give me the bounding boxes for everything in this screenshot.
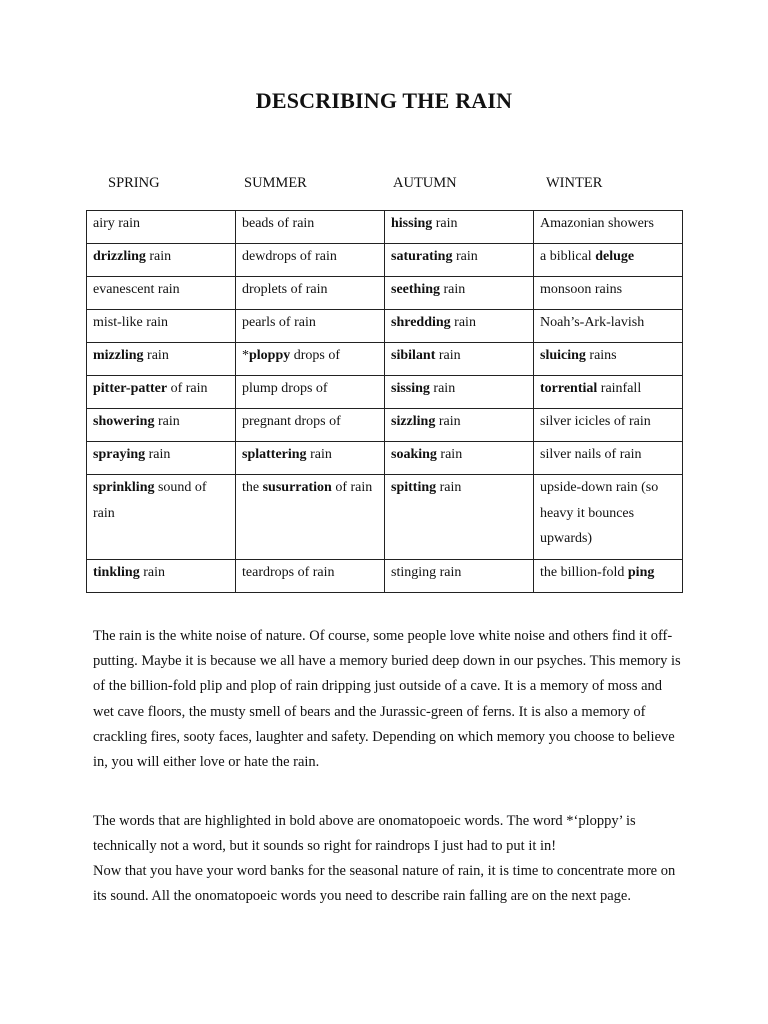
table-cell bbox=[236, 560, 385, 593]
cell-text: * bbox=[242, 348, 249, 363]
cell-text: rain bbox=[139, 565, 165, 580]
cell-text: a biblical bbox=[540, 249, 596, 264]
table-cell bbox=[236, 442, 385, 475]
cell-text: of rain bbox=[331, 480, 373, 495]
table-cell bbox=[236, 343, 385, 376]
table-cell bbox=[534, 560, 683, 593]
table-cell bbox=[385, 409, 534, 442]
cell-text: teardrops of rain bbox=[242, 565, 335, 580]
cell-text: rain bbox=[452, 249, 478, 264]
cell-text: rain bbox=[143, 348, 169, 363]
table-cell bbox=[87, 211, 236, 244]
cell-text: drops of bbox=[290, 348, 341, 363]
cell-text: rainfall bbox=[597, 381, 642, 396]
cell-text: rain bbox=[436, 480, 462, 495]
onomatopoeic-word: tinkling bbox=[93, 565, 140, 580]
table-cell bbox=[236, 211, 385, 244]
table-cell bbox=[385, 310, 534, 343]
cell-text: of rain bbox=[167, 381, 208, 396]
table-cell bbox=[534, 211, 683, 244]
table-cell bbox=[236, 376, 385, 409]
table-cell bbox=[534, 409, 683, 442]
cell-text: the bbox=[242, 480, 263, 495]
onomatopoeic-word: sibilant bbox=[391, 348, 436, 363]
cell-text: rains bbox=[585, 348, 617, 363]
table-cell bbox=[236, 244, 385, 277]
cell-text: rain bbox=[440, 282, 466, 297]
table-cell bbox=[534, 442, 683, 475]
cell-text: rain bbox=[450, 315, 476, 330]
table-cell bbox=[87, 343, 236, 376]
cell-text: silver nails of rain bbox=[540, 447, 642, 462]
cell-text: airy rain bbox=[93, 216, 141, 231]
cell-text: stinging rain bbox=[391, 565, 462, 580]
cell-text: rain bbox=[154, 414, 180, 429]
cell-text: rain bbox=[436, 447, 463, 462]
cell-text: monsoon rains bbox=[540, 282, 623, 297]
cell-text: silver icicles of rain bbox=[540, 414, 651, 429]
table-cell bbox=[385, 475, 534, 560]
table-cell bbox=[385, 376, 534, 409]
table-cell bbox=[385, 442, 534, 475]
season-header-autumn: AUTUMN bbox=[393, 175, 457, 191]
cell-text: pregnant drops of bbox=[242, 414, 341, 429]
onomatopoeic-word: shredding bbox=[391, 315, 451, 330]
table-cell bbox=[236, 277, 385, 310]
onomatopoeic-word: saturating bbox=[391, 249, 453, 264]
onomatopoeic-word: spraying bbox=[93, 447, 146, 462]
table-row bbox=[87, 475, 683, 560]
onomatopoeic-word: seething bbox=[391, 282, 440, 297]
table-cell bbox=[236, 475, 385, 560]
onomatopoeic-word: sizzling bbox=[391, 414, 436, 429]
onomatopoeic-word: sluicing bbox=[540, 348, 586, 363]
table-row bbox=[87, 442, 683, 475]
onomatopoeic-word: susurration bbox=[262, 480, 332, 495]
onomatopoeic-word: showering bbox=[93, 414, 155, 429]
onomatopoeic-word: hissing bbox=[391, 216, 433, 231]
cell-text: the billion-fold bbox=[540, 565, 628, 580]
cell-text: rain bbox=[435, 414, 461, 429]
cell-text: plump drops of bbox=[242, 381, 328, 396]
table-cell bbox=[534, 277, 683, 310]
table-cell bbox=[87, 310, 236, 343]
table-cell bbox=[385, 343, 534, 376]
onomatopoeic-word: sprinkling bbox=[93, 480, 155, 495]
table-row bbox=[87, 376, 683, 409]
table-cell bbox=[87, 560, 236, 593]
onomatopoeic-word: mizzling bbox=[93, 348, 144, 363]
cell-text: rain bbox=[432, 216, 458, 231]
cell-text: droplets of rain bbox=[242, 282, 328, 297]
table-row bbox=[87, 277, 683, 310]
onomatopoeic-word: ping bbox=[627, 565, 655, 580]
cell-text: pearls of rain bbox=[242, 315, 316, 330]
cell-text: Amazonian showers bbox=[540, 216, 654, 231]
season-headers bbox=[0, 175, 768, 195]
season-header-spring: SPRING bbox=[108, 175, 160, 191]
table-row bbox=[87, 409, 683, 442]
onomatopoeic-word: drizzling bbox=[93, 249, 146, 264]
table-cell bbox=[87, 244, 236, 277]
table-cell bbox=[236, 310, 385, 343]
table-cell bbox=[87, 376, 236, 409]
cell-text: rain bbox=[145, 447, 171, 462]
cell-text: dewdrops of rain bbox=[242, 249, 337, 264]
season-header-winter: WINTER bbox=[546, 175, 603, 191]
table-cell bbox=[534, 310, 683, 343]
table-cell bbox=[385, 244, 534, 277]
table-cell bbox=[87, 442, 236, 475]
onomatopoeic-word: sissing bbox=[391, 381, 430, 396]
onomatopoeic-word: spitting bbox=[391, 480, 437, 495]
table-cell bbox=[87, 409, 236, 442]
cell-text: rain bbox=[429, 381, 456, 396]
onomatopoeic-word: pitter-patter bbox=[93, 381, 168, 396]
cell-text: rain bbox=[145, 249, 172, 264]
table-cell bbox=[385, 211, 534, 244]
onomatopoeic-word: ploppy bbox=[249, 348, 291, 363]
page-title: DESCRIBING THE RAIN bbox=[255, 88, 513, 113]
body-paragraph: Now that you have your word banks for the seasonal nature of rain, it is time to concentrate more on its sound. All the onomatopoeic words you need to describe rain falling are on the next page. bbox=[93, 863, 676, 905]
body-paragraph: The rain is the white noise of nature. Of course, some people love white noise and others find it off-putting. Maybe it is because we all have a memory buried deep down in our psyches. This memory is of the billion-fold plip and plop of rain dripping just outside of a cave. It is a memory of moss and wet cave floors, the musty smell of bears and the Jurassic-green of ferns. It is also a memory of crackling fires, sooty faces, laughter and safety. Depending on which memory you choose to believe in, you will either love or hate the rain. bbox=[93, 628, 681, 771]
onomatopoeic-word: splattering bbox=[242, 447, 307, 462]
table-row bbox=[87, 244, 683, 277]
cell-text: mist-like rain bbox=[93, 315, 169, 330]
table-cell bbox=[534, 343, 683, 376]
cell-text: evanescent rain bbox=[93, 282, 180, 297]
season-header-summer: SUMMER bbox=[244, 175, 307, 191]
table-cell bbox=[534, 244, 683, 277]
onomatopoeic-word: deluge bbox=[595, 249, 635, 264]
cell-text: beads of rain bbox=[242, 216, 315, 231]
cell-text: rain bbox=[435, 348, 461, 363]
table-row bbox=[87, 343, 683, 376]
table-cell bbox=[534, 475, 683, 560]
table-row bbox=[87, 310, 683, 343]
rain-word-table bbox=[86, 210, 683, 593]
table-cell bbox=[385, 277, 534, 310]
body-paragraph: The words that are highlighted in bold above are onomatopoeic words. The word *‘ploppy’ is technically not a word, but it sounds so right for raindrops I just had to put it in! bbox=[93, 813, 636, 855]
cell-text: upside-down rain (so heavy it bounces upwards) bbox=[540, 480, 659, 546]
cell-text: Noah’s-Ark-lavish bbox=[540, 315, 645, 330]
cell-text: sound of rain bbox=[93, 480, 207, 521]
cell-text: rain bbox=[306, 447, 332, 462]
table-row bbox=[87, 211, 683, 244]
onomatopoeic-word: torrential bbox=[540, 381, 598, 396]
table-row bbox=[87, 560, 683, 593]
table-cell bbox=[385, 560, 534, 593]
table-cell bbox=[534, 376, 683, 409]
table-cell bbox=[87, 475, 236, 560]
onomatopoeic-word: soaking bbox=[391, 447, 437, 462]
table-cell bbox=[236, 409, 385, 442]
table-cell bbox=[87, 277, 236, 310]
